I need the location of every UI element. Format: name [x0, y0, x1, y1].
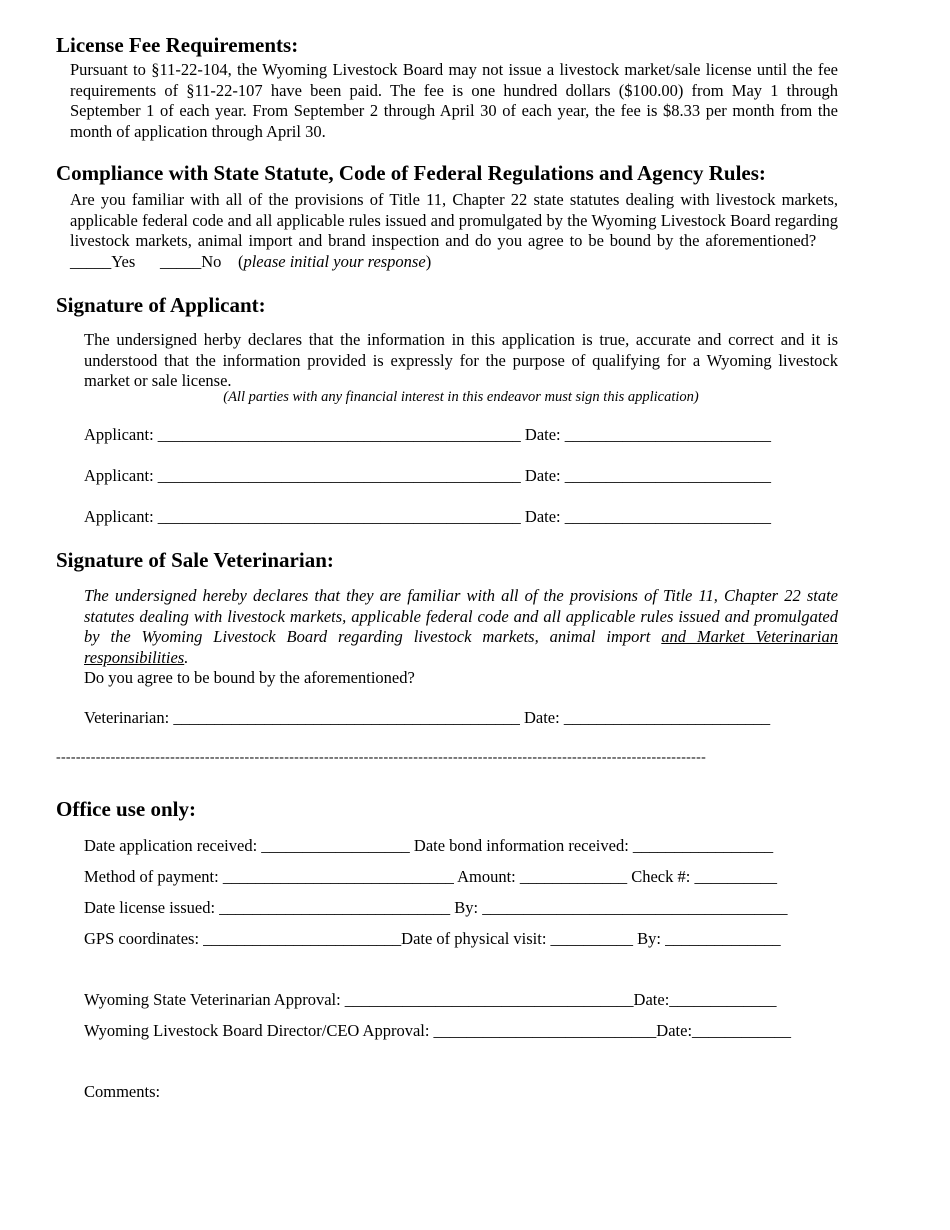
- office-use-heading: Office use only:: [56, 797, 196, 821]
- compliance-question: Are you familiar with all of the provisions of Title 11, Chapter 22 state statutes dealing with livestock markets, applicable federal code and all applicable rules issued and promulgated by the Wyoming Livestock Board regarding livestock markets, animal import and brand inspection and do you agree to be bound by the aforementioned?: [70, 190, 838, 250]
- applicant-signature-heading: Signature of Applicant:: [56, 293, 266, 317]
- applicant-declaration-text: The undersigned herby declares that the information in this application is true, accurate and correct and it is understood that the information provided is expressly for the purpose of qualifying for a Wyoming livestock market or sale license.: [84, 330, 838, 390]
- applicant-signature-line-3[interactable]: Applicant: ____________________________________________ Date: _________________________: [84, 507, 772, 526]
- applicant-signature-line-1[interactable]: Applicant: ____________________________________________ Date: _________________________: [84, 425, 772, 444]
- initial-note-close: ): [425, 251, 432, 271]
- applicant-signature-line-2[interactable]: Applicant: ____________________________________________ Date: _________________________: [84, 466, 772, 485]
- state-vet-approval-line[interactable]: Wyoming State Veterinarian Approval: ___________________________________Date:_____________: [84, 990, 777, 1009]
- compliance-text: [70, 190, 838, 272]
- vet-responsibilities-underlined: and Market Veterinarian responsibilities: [84, 627, 838, 667]
- license-fee-heading: License Fee Requirements:: [56, 33, 299, 57]
- license-fee-text: Pursuant to §11-22-104, the Wyoming Livestock Board may not issue a livestock market/sale license until the fee requirements of §11-22-107 have been paid. The fee is one hundred dollars ($100.00) from May 1 through September 1 of each year. From September 2 through April 30 of each year, the fee is $8.33 per month from the month of application through April 30.: [70, 60, 838, 141]
- office-row-dates-received[interactable]: Date application received: __________________ Date bond information received: _________________: [84, 836, 774, 855]
- office-row-license-issued[interactable]: Date license issued: ____________________________ By: _____________________________________: [84, 898, 788, 917]
- office-divider: -----------------------------------------------------------------------------------------------------------------------------------: [56, 750, 707, 765]
- no-initial-field[interactable]: _____No: [160, 251, 222, 271]
- director-approval-line[interactable]: Wyoming Livestock Board Director/CEO Approval: ___________________________Date:____________: [84, 1021, 792, 1040]
- yes-initial-field[interactable]: _____Yes: [70, 251, 136, 271]
- vet-signature-line[interactable]: Veterinarian: __________________________________________ Date: _________________________: [84, 708, 771, 727]
- initial-note-open: (: [237, 251, 244, 271]
- initial-note: please initial your response: [243, 251, 426, 271]
- compliance-heading: Compliance with State Statute, Code of Federal Regulations and Agency Rules:: [56, 161, 766, 185]
- vet-declaration-text: [84, 586, 838, 668]
- comments-label: Comments:: [84, 1082, 161, 1101]
- vet-declaration-end: .: [184, 647, 189, 667]
- applicant-signature-note: (All parties with any financial interest in this endeavor must sign this application): [223, 389, 699, 405]
- vet-agreement-question: Do you agree to be bound by the aforementioned?: [84, 668, 415, 687]
- office-row-payment[interactable]: Method of payment: ____________________________ Amount: _____________ Check #: __________: [84, 867, 777, 886]
- vet-declaration-italic: The undersigned hereby declares that they are familiar with all of the provisions of Title 11, Chapter 22 state statutes dealing with livestock markets, applicable federal code and all applicable rules issued and promulgated by the Wyoming Livestock Board regarding livestock markets, animal import: [84, 586, 838, 646]
- vet-signature-heading: Signature of Sale Veterinarian:: [56, 548, 334, 572]
- office-row-gps[interactable]: GPS coordinates: ________________________Date of physical visit: __________ By: ______________: [84, 929, 781, 948]
